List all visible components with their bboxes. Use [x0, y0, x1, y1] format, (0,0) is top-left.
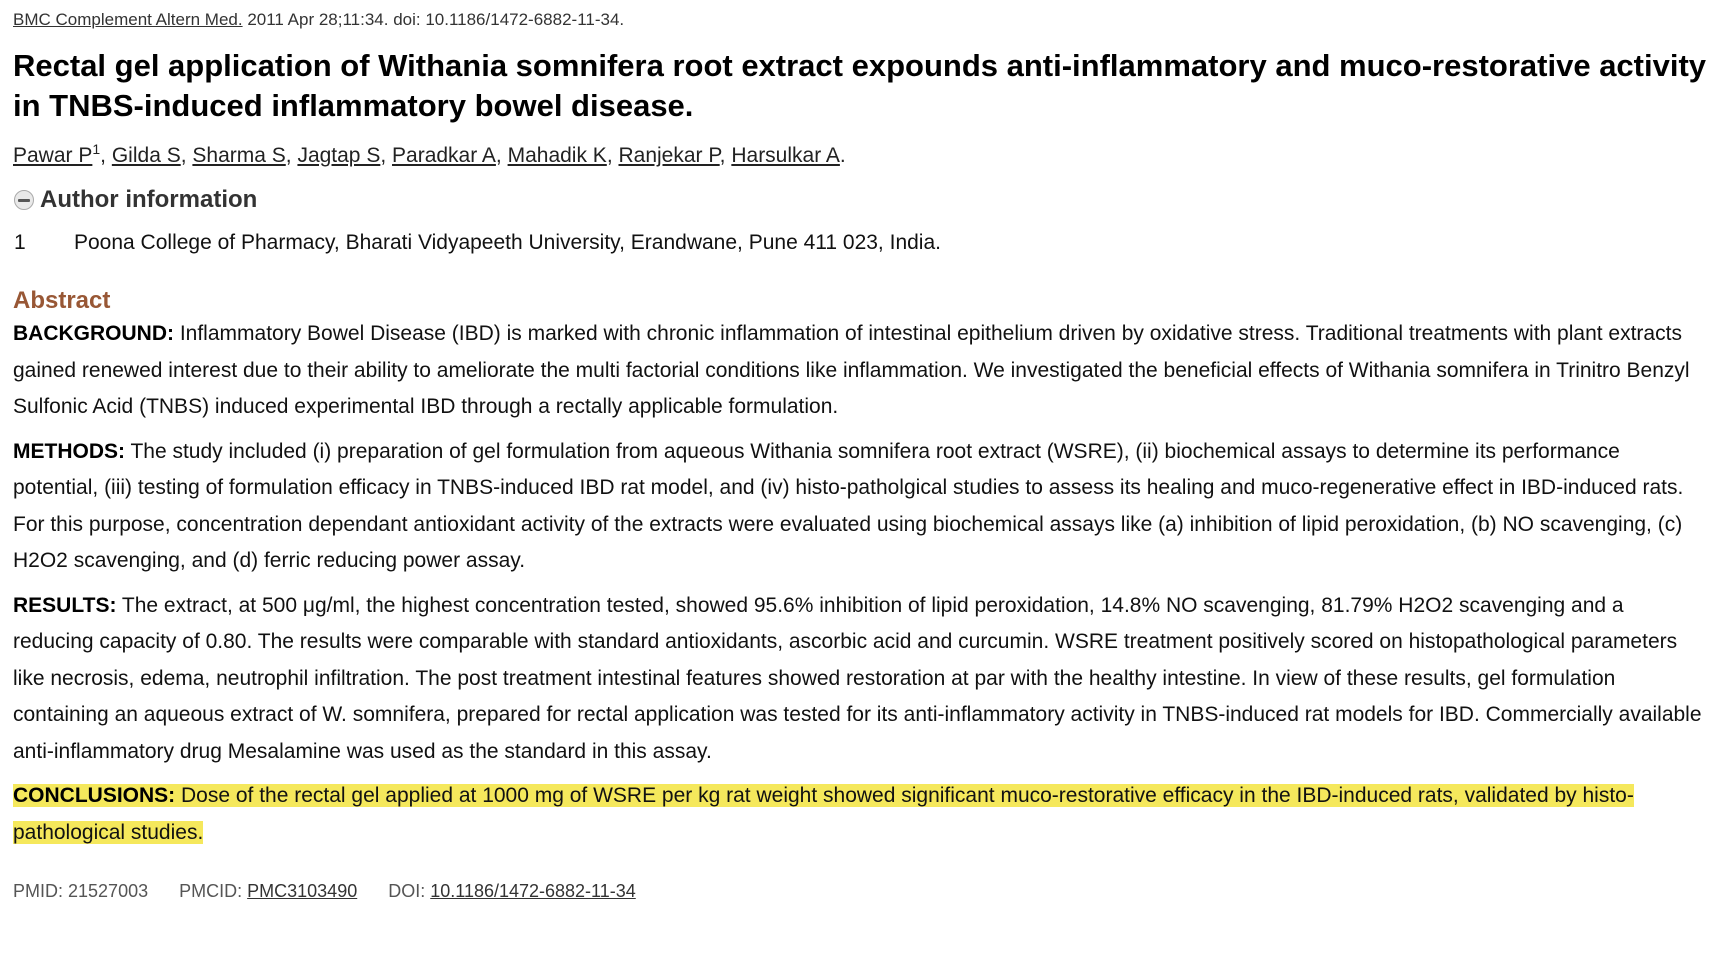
pmid-label: PMID:	[13, 881, 69, 901]
affiliation-ref: 1	[92, 141, 101, 157]
doi	[388, 881, 636, 901]
author-link[interactable]: Mahadik K	[507, 144, 607, 167]
journal-link[interactable]: BMC Complement Altern Med.	[13, 10, 243, 29]
pmcid-link[interactable]: PMC3103490	[247, 881, 358, 901]
pmcid	[179, 881, 357, 901]
methods-text: The study included (i) preparation of gel formulation from aqueous Withania somnifera root extract (WSRE), (ii) biochemical assays to determine its performance potential, (iii) testing of formulation efficacy in TNBS-induced IBD rat model, and (iv) histo-patholgical studies to assess its healing and muco-regenerative effect in IBD-induced rats. For this purpose, concentration dependant antioxidant activity of the extracts were evaluated using biochemical assays like (a) inhibition of lipid peroxidation, (b) NO scavenging, (c) H2O2 scavenging, and (d) ferric reducing power assay.	[13, 439, 1684, 572]
author-link[interactable]: Jagtap S	[297, 144, 381, 167]
author-link[interactable]: Paradkar A	[392, 144, 496, 167]
doi-link[interactable]: 10.1186/1472-6882-11-34	[430, 881, 636, 901]
pmid-value: 21527003	[68, 881, 149, 901]
abstract-methods	[13, 434, 1707, 580]
author-list: Pawar $P^1$, Gilda S, Sharma S, Jagtap S, Paradkar A, Mahadik K, Ranjekar P, Harsulkar A.	[13, 141, 846, 167]
abstract-heading: Abstract	[13, 287, 111, 314]
doi-label: DOI:	[388, 881, 431, 901]
pmid	[13, 881, 148, 901]
collapse-minus-icon[interactable]	[14, 190, 34, 210]
methods-label: METHODS:	[13, 439, 125, 463]
author-information-label: Author information	[40, 186, 258, 213]
article-title: Rectal gel application of Withania somnifera root extract expounds anti-inflammatory and muco-restorative activity in TNBS-induced inflammatory bowel disease.	[13, 48, 1707, 123]
affiliation-number: 1	[14, 231, 26, 254]
author-link[interactable]: Ranjekar P	[618, 144, 720, 167]
results-text: The extract, at 500 μg/ml, the highest concentration tested, showed 95.6% inhibition of lipid peroxidation, 14.8% NO scavenging, 81.79% H2O2 scavenging and a reducing capacity of 0.80. The results were comparable with standard antioxidants, ascorbic acid and curcumin. WSRE treatment positively scored on histopathological parameters like necrosis, edema, neutrophil infiltration. The post treatment intestinal features showed restoration at par with the healthy intestine. In view of these results, gel formulation containing an aqueous extract of W. somnifera, prepared for rectal application was tested for its anti-inflammatory activity in TNBS-induced rat models for IBD. Commercially available anti-inflammatory drug Mesalamine was used as the standard in this assay.	[13, 593, 1702, 763]
pmcid-label: PMCID:	[179, 881, 248, 901]
affiliation-item	[13, 228, 1707, 258]
article-identifiers	[13, 879, 1707, 903]
citation-details: 2011 Apr 28;11:34. doi: 10.1186/1472-6882-11-34.	[242, 10, 625, 29]
abstract-results	[13, 588, 1707, 771]
abstract-conclusions	[13, 778, 1707, 851]
results-label: RESULTS:	[13, 593, 117, 617]
background-text: Inflammatory Bowel Disease (IBD) is marked with chronic inflammation of intestinal epithelium driven by oxidative stress. Traditional treatments with plant extracts gained renewed interest due to their ability to ameliorate the multi factorial conditions like inflammation. We investigated the beneficial effects of Withania somnifera in Trinitro Benzyl Sulfonic Acid (TNBS) induced experimental IBD through a rectally applicable formulation.	[13, 322, 1690, 418]
author-link[interactable]: Gilda S	[111, 144, 181, 167]
author-link[interactable]: Pawar P	[13, 144, 93, 167]
author-link[interactable]: Sharma S	[192, 144, 286, 167]
author-link[interactable]: Harsulkar A	[731, 144, 840, 167]
citation-line	[13, 8, 1707, 32]
background-label: BACKGROUND:	[13, 322, 174, 345]
conclusions-label: CONCLUSIONS:	[13, 784, 176, 807]
author-information-toggle[interactable]	[13, 182, 1707, 218]
highlighted-conclusions	[13, 784, 1634, 844]
abstract-background	[13, 316, 1707, 426]
conclusions-text: Dose of the rectal gel applied at 1000 mg of WSRE per kg rat weight showed significant muco-restorative efficacy in the IBD-induced rats, validated by histo-pathological studies.	[13, 784, 1634, 844]
affiliation-text: Poona College of Pharmacy, Bharati Vidyapeeth University, Erandwane, Pune 411 023, India.	[74, 231, 941, 254]
